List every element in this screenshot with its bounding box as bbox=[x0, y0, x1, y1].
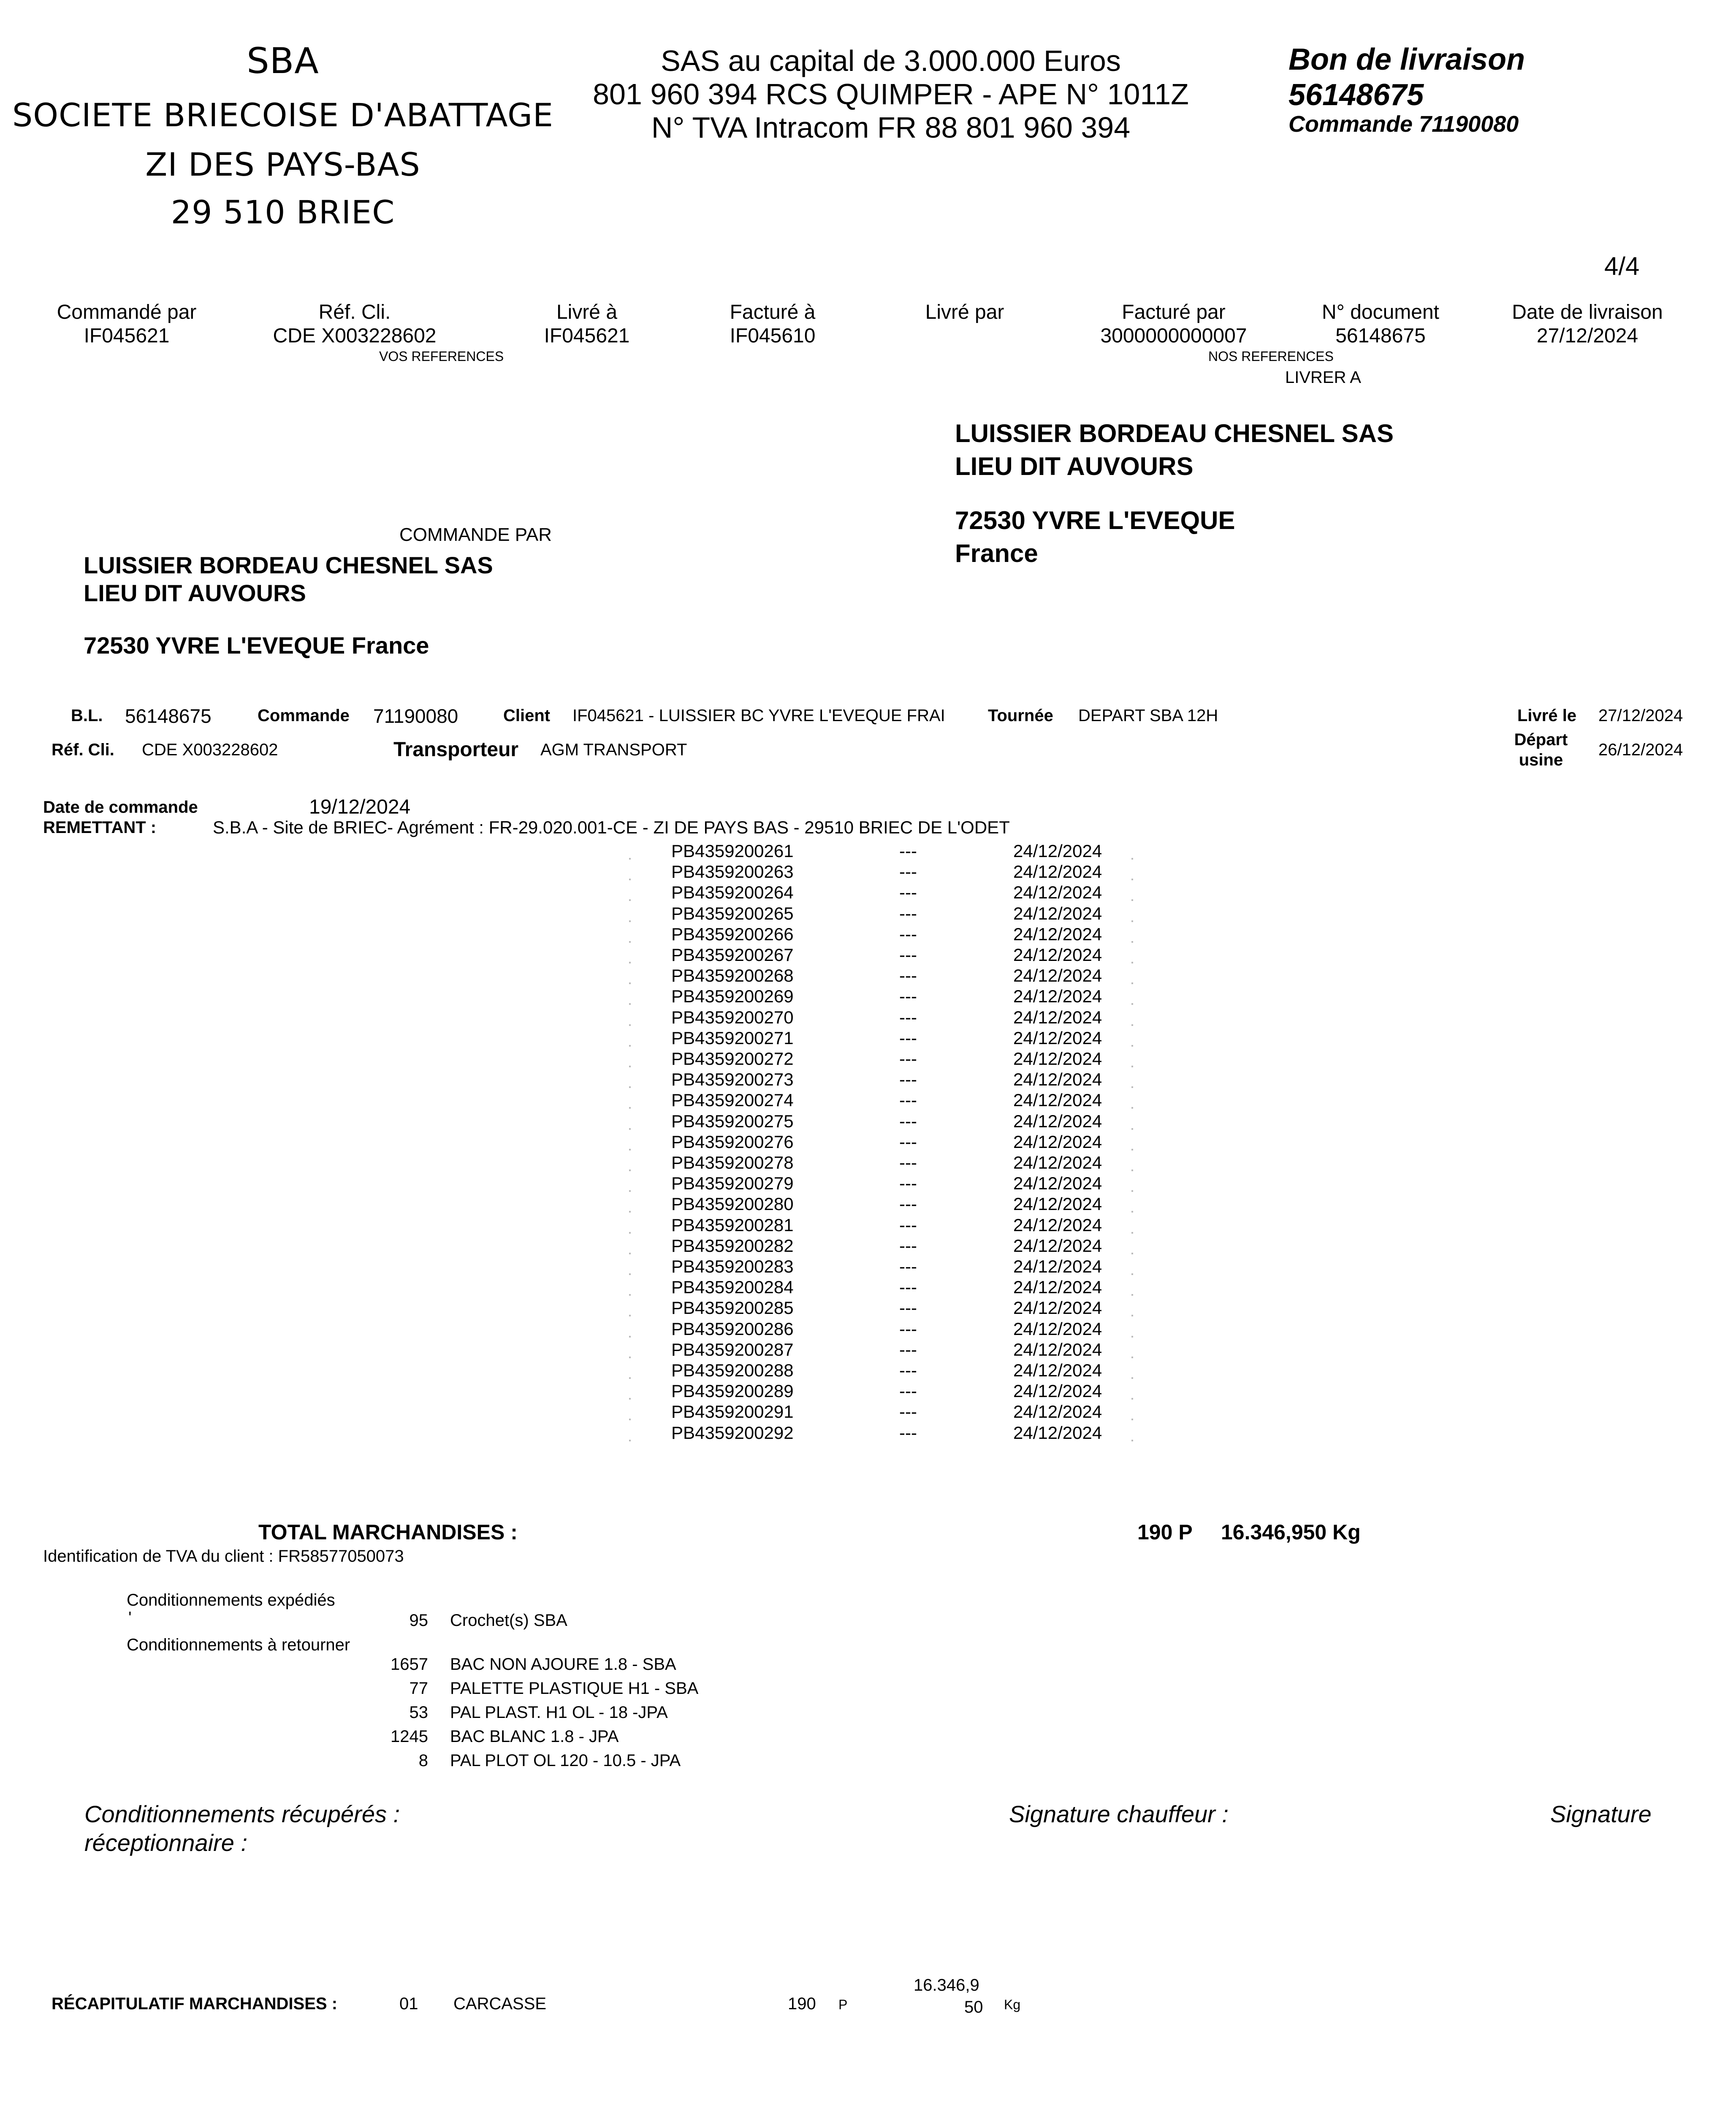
driver-signature-label: Signature chauffeur : bbox=[1009, 1801, 1229, 1827]
order-address-label: COMMANDE PAR bbox=[399, 524, 552, 545]
recap-weight-2: 50 bbox=[964, 1998, 983, 2016]
row-tick-mark bbox=[629, 1419, 631, 1420]
line-code: PB4359200265 bbox=[671, 903, 794, 923]
table-row bbox=[0, 1049, 1736, 1069]
line-dash: --- bbox=[899, 1422, 917, 1443]
line-code: PB4359200267 bbox=[671, 945, 794, 965]
line-dash: --- bbox=[899, 1111, 917, 1131]
row-tick-mark bbox=[1131, 1169, 1133, 1171]
ref-livre-a bbox=[486, 301, 688, 348]
return-item-name: PAL PLAST. H1 OL - 18 -JPA bbox=[450, 1703, 668, 1722]
line-code: PB4359200270 bbox=[671, 1007, 794, 1027]
delivery-address-line4: France bbox=[955, 539, 1038, 567]
date-commande-label: Date de commande bbox=[43, 798, 198, 817]
row-tick-mark bbox=[1131, 1336, 1133, 1338]
line-dash: --- bbox=[899, 1360, 917, 1380]
row-tick-mark bbox=[1131, 899, 1133, 901]
line-date: 24/12/2024 bbox=[1013, 1277, 1102, 1297]
remettant-value: S.B.A - Site de BRIEC- Agrément : FR-29.020.001-CE - ZI DE PAYS BAS - 29510 BRIEC DE L'ODET bbox=[213, 817, 1010, 837]
table-row bbox=[0, 1215, 1736, 1236]
ref-ref-cli bbox=[253, 301, 456, 348]
company-name: SOCIETE BRIECOISE D'ABATTAGE bbox=[12, 96, 554, 134]
line-date: 24/12/2024 bbox=[1013, 903, 1102, 923]
legal-capital: SAS au capital de 3.000.000 Euros bbox=[661, 44, 1121, 77]
line-date: 24/12/2024 bbox=[1013, 1360, 1102, 1380]
tournee-value: DEPART SBA 12H bbox=[1078, 706, 1218, 725]
return-item-qty: 8 bbox=[418, 1751, 428, 1770]
recap-weight-unit: Kg bbox=[1004, 1997, 1021, 2012]
ref-facture-par bbox=[1072, 301, 1275, 348]
table-row bbox=[0, 1381, 1736, 1402]
table-row bbox=[0, 1256, 1736, 1277]
table-row bbox=[0, 1236, 1736, 1256]
ref-ref-cli-label: Réf. Cli. bbox=[318, 301, 391, 323]
return-item-qty: 53 bbox=[409, 1703, 428, 1722]
row-tick-mark bbox=[1131, 1253, 1133, 1254]
line-code: PB4359200275 bbox=[671, 1111, 794, 1131]
depart-value: 26/12/2024 bbox=[1598, 741, 1683, 759]
row-tick-mark bbox=[1131, 1377, 1133, 1379]
return-item-name: PALETTE PLASTIQUE H1 - SBA bbox=[450, 1679, 699, 1698]
order-address-line2: LIEU DIT AUVOURS bbox=[84, 580, 306, 606]
row-tick-mark bbox=[629, 1086, 631, 1088]
depart-label-line1: Départ bbox=[1514, 730, 1568, 749]
ref-facture-a bbox=[671, 301, 874, 348]
row-tick-mark bbox=[629, 1003, 631, 1005]
line-date: 24/12/2024 bbox=[1013, 1215, 1102, 1235]
bl-value: 56148675 bbox=[125, 705, 212, 727]
line-code: PB4359200291 bbox=[671, 1402, 794, 1422]
table-row bbox=[0, 1360, 1736, 1381]
row-tick-mark bbox=[629, 1149, 631, 1150]
line-date: 24/12/2024 bbox=[1013, 1173, 1102, 1194]
line-code: PB4359200286 bbox=[671, 1319, 794, 1339]
depart-label-line2: usine bbox=[1519, 751, 1563, 769]
bl-label: B.L. bbox=[71, 706, 103, 725]
return-item-name: BAC NON AJOURE 1.8 - SBA bbox=[450, 1655, 676, 1674]
row-tick-mark bbox=[1131, 1273, 1133, 1275]
doc-number: 56148675 bbox=[1288, 78, 1424, 112]
row-tick-mark bbox=[629, 1232, 631, 1234]
line-date: 24/12/2024 bbox=[1013, 1298, 1102, 1318]
table-row bbox=[0, 1340, 1736, 1360]
table-row bbox=[0, 1423, 1736, 1444]
row-tick-mark bbox=[1131, 1294, 1133, 1296]
line-date: 24/12/2024 bbox=[1013, 1049, 1102, 1069]
line-code: PB4359200276 bbox=[671, 1131, 794, 1152]
table-row bbox=[0, 1111, 1736, 1132]
line-code: PB4359200274 bbox=[671, 1090, 794, 1110]
ref-date-livraison-label: Date de livraison bbox=[1512, 301, 1663, 323]
doc-commande: Commande 71190080 bbox=[1288, 111, 1519, 137]
client-value: IF045621 - LUISSIER BC YVRE L'EVEQUE FRAI bbox=[572, 706, 945, 725]
row-tick-mark bbox=[629, 1107, 631, 1109]
row-tick-mark bbox=[1131, 941, 1133, 943]
order-address-line1: LUISSIER BORDEAU CHESNEL SAS bbox=[84, 552, 493, 578]
legal-rcs: 801 960 394 RCS QUIMPER - APE N° 1011Z bbox=[593, 78, 1189, 111]
vos-references-label: VOS REFERENCES bbox=[379, 349, 504, 364]
line-code: PB4359200273 bbox=[671, 1069, 794, 1090]
return-item-name: PAL PLOT OL 120 - 10.5 - JPA bbox=[450, 1751, 681, 1770]
row-tick-mark bbox=[1131, 1045, 1133, 1047]
line-date: 24/12/2024 bbox=[1013, 862, 1102, 882]
table-row bbox=[0, 841, 1736, 862]
line-date: 24/12/2024 bbox=[1013, 841, 1102, 861]
line-dash: --- bbox=[899, 1090, 917, 1110]
line-code: PB4359200283 bbox=[671, 1256, 794, 1276]
table-row bbox=[0, 1028, 1736, 1049]
recovered-label-2: réceptionnaire : bbox=[84, 1829, 248, 1856]
signature-label: Signature bbox=[1550, 1801, 1652, 1827]
line-date: 24/12/2024 bbox=[1013, 1194, 1102, 1214]
transporteur-label: Transporteur bbox=[393, 738, 519, 761]
line-dash: --- bbox=[899, 1381, 917, 1401]
table-row bbox=[0, 945, 1736, 966]
line-dash: --- bbox=[899, 1319, 917, 1339]
table-row bbox=[0, 1402, 1736, 1422]
row-tick-mark bbox=[1131, 982, 1133, 984]
ref-date-livraison-value: 27/12/2024 bbox=[1536, 325, 1638, 347]
row-tick-mark bbox=[1131, 1232, 1133, 1234]
row-tick-mark bbox=[1131, 920, 1133, 922]
line-date: 24/12/2024 bbox=[1013, 1131, 1102, 1152]
delivery-address-line1: LUISSIER BORDEAU CHESNEL SAS bbox=[955, 419, 1394, 448]
order-address-line3: 72530 YVRE L'EVEQUE France bbox=[84, 632, 429, 659]
row-tick-mark bbox=[1131, 1024, 1133, 1026]
table-row bbox=[0, 1132, 1736, 1153]
line-code: PB4359200272 bbox=[671, 1049, 794, 1069]
line-date: 24/12/2024 bbox=[1013, 945, 1102, 965]
line-dash: --- bbox=[899, 1153, 917, 1172]
row-tick-mark bbox=[629, 879, 631, 880]
line-date: 24/12/2024 bbox=[1013, 1153, 1102, 1172]
row-tick-mark bbox=[629, 858, 631, 860]
line-date: 24/12/2024 bbox=[1013, 1422, 1102, 1443]
line-code: PB4359200282 bbox=[671, 1235, 794, 1256]
recap-qty: 190 bbox=[788, 1994, 816, 2013]
return-item-qty: 77 bbox=[409, 1679, 428, 1698]
ref-commande-par bbox=[25, 301, 228, 348]
row-tick-mark bbox=[1131, 1149, 1133, 1150]
line-dash: --- bbox=[899, 841, 917, 861]
line-dash: --- bbox=[899, 882, 917, 903]
line-code: PB4359200266 bbox=[671, 924, 794, 944]
line-code: PB4359200287 bbox=[671, 1339, 794, 1359]
table-row bbox=[0, 904, 1736, 924]
ref-facture-par-label: Facturé par bbox=[1122, 301, 1226, 323]
ref-livre-a-value: IF045621 bbox=[544, 325, 630, 347]
table-row bbox=[0, 1153, 1736, 1173]
line-dash: --- bbox=[899, 1173, 917, 1194]
remettant-label: REMETTANT : bbox=[43, 818, 157, 837]
table-row bbox=[0, 924, 1736, 945]
return-item-qty: 1245 bbox=[391, 1727, 428, 1746]
recap-weight-1: 16.346,9 bbox=[914, 1976, 979, 1994]
line-dash: --- bbox=[899, 1007, 917, 1027]
shipped-mark: ' bbox=[128, 1609, 132, 1627]
client-label: Client bbox=[503, 706, 551, 725]
ref-date-livraison bbox=[1486, 301, 1689, 348]
line-dash: --- bbox=[899, 1277, 917, 1297]
refcli-value: CDE X003228602 bbox=[142, 741, 278, 759]
line-code: PB4359200284 bbox=[671, 1277, 794, 1297]
transporteur-value: AGM TRANSPORT bbox=[540, 741, 687, 759]
ref-livre-par bbox=[863, 301, 1066, 324]
line-dash: --- bbox=[899, 903, 917, 923]
line-date: 24/12/2024 bbox=[1013, 924, 1102, 944]
row-tick-mark bbox=[629, 1273, 631, 1275]
table-row bbox=[0, 1090, 1736, 1111]
row-tick-mark bbox=[1131, 1190, 1133, 1192]
line-dash: --- bbox=[899, 966, 917, 986]
row-tick-mark bbox=[629, 941, 631, 943]
line-dash: --- bbox=[899, 1215, 917, 1235]
refcli-label: Réf. Cli. bbox=[52, 741, 114, 759]
row-tick-mark bbox=[629, 1377, 631, 1379]
recovered-label-1: Conditionnements récupérés : bbox=[84, 1801, 400, 1827]
ref-livre-par-label: Livré par bbox=[925, 301, 1004, 323]
total-label: TOTAL MARCHANDISES : bbox=[258, 1520, 518, 1544]
row-tick-mark bbox=[629, 962, 631, 963]
row-tick-mark bbox=[1131, 962, 1133, 963]
shipped-label: Conditionnements expédiés bbox=[127, 1591, 335, 1609]
line-dash: --- bbox=[899, 1298, 917, 1318]
line-dash: --- bbox=[899, 945, 917, 965]
table-row bbox=[0, 1173, 1736, 1194]
doc-title: Bon de livraison bbox=[1288, 43, 1525, 76]
row-tick-mark bbox=[1131, 1003, 1133, 1005]
line-date: 24/12/2024 bbox=[1013, 1090, 1102, 1110]
line-code: PB4359200279 bbox=[671, 1173, 794, 1194]
ref-n-document-value: 56148675 bbox=[1335, 325, 1426, 347]
tournee-label: Tournée bbox=[988, 706, 1053, 725]
line-code: PB4359200281 bbox=[671, 1215, 794, 1235]
commande-label: Commande bbox=[258, 706, 350, 725]
table-row bbox=[0, 986, 1736, 1007]
legal-tva: N° TVA Intracom FR 88 801 960 394 bbox=[651, 111, 1131, 144]
line-code: PB4359200261 bbox=[671, 841, 794, 861]
delivery-address-line3: 72530 YVRE L'EVEQUE bbox=[955, 506, 1235, 535]
line-date: 24/12/2024 bbox=[1013, 882, 1102, 903]
row-tick-mark bbox=[1131, 1419, 1133, 1420]
line-dash: --- bbox=[899, 1194, 917, 1214]
row-tick-mark bbox=[629, 1128, 631, 1130]
row-tick-mark bbox=[629, 1045, 631, 1047]
row-tick-mark bbox=[1131, 1211, 1133, 1213]
table-row bbox=[0, 1194, 1736, 1215]
row-tick-mark bbox=[629, 1066, 631, 1067]
table-row bbox=[0, 1298, 1736, 1319]
line-code: PB4359200288 bbox=[671, 1360, 794, 1380]
ref-ref-cli-value: CDE X003228602 bbox=[273, 325, 437, 347]
return-label: Conditionnements à retourner bbox=[127, 1636, 350, 1654]
depart-label bbox=[1503, 730, 1579, 770]
row-tick-mark bbox=[629, 899, 631, 901]
line-dash: --- bbox=[899, 1028, 917, 1048]
shipped-item-name: Crochet(s) SBA bbox=[450, 1611, 567, 1630]
livre-le-value: 27/12/2024 bbox=[1598, 706, 1683, 725]
line-code: PB4359200271 bbox=[671, 1028, 794, 1048]
table-row bbox=[0, 882, 1736, 903]
table-row bbox=[0, 1007, 1736, 1028]
row-tick-mark bbox=[629, 1315, 631, 1316]
line-date: 24/12/2024 bbox=[1013, 1028, 1102, 1048]
line-code: PB4359200289 bbox=[671, 1381, 794, 1401]
shipped-item-qty: 95 bbox=[409, 1611, 428, 1630]
return-item-name: BAC BLANC 1.8 - JPA bbox=[450, 1727, 619, 1746]
total-weight: 16.346,950 Kg bbox=[1221, 1520, 1361, 1544]
row-tick-mark bbox=[1131, 1086, 1133, 1088]
company-zone: ZI DES PAYS-BAS bbox=[145, 146, 420, 183]
date-commande-value: 19/12/2024 bbox=[309, 796, 411, 818]
table-row bbox=[0, 966, 1736, 986]
line-code: PB4359200280 bbox=[671, 1194, 794, 1214]
recap-code: 01 bbox=[399, 1994, 418, 2013]
recap-label: RÉCAPITULATIF MARCHANDISES : bbox=[52, 1994, 338, 2013]
line-code: PB4359200264 bbox=[671, 882, 794, 903]
line-date: 24/12/2024 bbox=[1013, 1111, 1102, 1131]
row-tick-mark bbox=[1131, 1315, 1133, 1316]
line-date: 24/12/2024 bbox=[1013, 1256, 1102, 1276]
row-tick-mark bbox=[629, 1190, 631, 1192]
row-tick-mark bbox=[629, 1294, 631, 1296]
row-tick-mark bbox=[1131, 858, 1133, 860]
line-date: 24/12/2024 bbox=[1013, 986, 1102, 1007]
line-date: 24/12/2024 bbox=[1013, 966, 1102, 986]
livrer-a-label: LIVRER A bbox=[1285, 368, 1362, 387]
ref-commande-par-value: IF045621 bbox=[84, 325, 170, 347]
line-dash: --- bbox=[899, 1069, 917, 1090]
line-dash: --- bbox=[899, 986, 917, 1007]
row-tick-mark bbox=[1131, 1107, 1133, 1109]
line-dash: --- bbox=[899, 1131, 917, 1152]
row-tick-mark bbox=[1131, 879, 1133, 880]
tva-client: Identification de TVA du client : FR58577050073 bbox=[43, 1547, 404, 1566]
line-dash: --- bbox=[899, 1256, 917, 1276]
row-tick-mark bbox=[1131, 1398, 1133, 1400]
line-dash: --- bbox=[899, 862, 917, 882]
delivery-address-line2: LIEU DIT AUVOURS bbox=[955, 452, 1194, 480]
line-date: 24/12/2024 bbox=[1013, 1235, 1102, 1256]
line-date: 24/12/2024 bbox=[1013, 1381, 1102, 1401]
line-date: 24/12/2024 bbox=[1013, 1069, 1102, 1090]
row-tick-mark bbox=[1131, 1440, 1133, 1441]
line-date: 24/12/2024 bbox=[1013, 1339, 1102, 1359]
line-date: 24/12/2024 bbox=[1013, 1007, 1102, 1027]
return-item-qty: 1657 bbox=[391, 1655, 428, 1674]
ref-livre-a-label: Livré à bbox=[556, 301, 618, 323]
row-tick-mark bbox=[629, 920, 631, 922]
livre-le-label: Livré le bbox=[1517, 706, 1577, 725]
table-row bbox=[0, 862, 1736, 882]
row-tick-mark bbox=[1131, 1357, 1133, 1358]
line-date: 24/12/2024 bbox=[1013, 1402, 1102, 1422]
line-dash: --- bbox=[899, 1339, 917, 1359]
ref-facture-a-value: IF045610 bbox=[730, 325, 816, 347]
row-tick-mark bbox=[629, 1169, 631, 1171]
line-code: PB4359200263 bbox=[671, 862, 794, 882]
row-tick-mark bbox=[629, 1398, 631, 1400]
line-dash: --- bbox=[899, 1235, 917, 1256]
company-short-name: SBA bbox=[247, 40, 319, 81]
line-dash: --- bbox=[899, 1402, 917, 1422]
line-date: 24/12/2024 bbox=[1013, 1319, 1102, 1339]
table-row bbox=[0, 1069, 1736, 1090]
recap-unit: P bbox=[838, 1997, 848, 2012]
ref-n-document-label: N° document bbox=[1322, 301, 1439, 323]
ref-n-document bbox=[1279, 301, 1482, 348]
ref-facture-par-value: 3000000000007 bbox=[1100, 325, 1247, 347]
row-tick-mark bbox=[629, 1357, 631, 1358]
line-dash: --- bbox=[899, 1049, 917, 1069]
line-code: PB4359200278 bbox=[671, 1153, 794, 1172]
page-number: 4/4 bbox=[1604, 252, 1640, 280]
row-tick-mark bbox=[629, 1211, 631, 1213]
line-code: PB4359200269 bbox=[671, 986, 794, 1007]
row-tick-mark bbox=[629, 982, 631, 984]
nos-references-label: NOS REFERENCES bbox=[1208, 349, 1334, 364]
total-pieces: 190 P bbox=[1137, 1520, 1193, 1544]
company-city: 29 510 BRIEC bbox=[171, 193, 395, 231]
recap-name: CARCASSE bbox=[453, 1994, 547, 2013]
line-code: PB4359200292 bbox=[671, 1422, 794, 1443]
line-dash: --- bbox=[899, 924, 917, 944]
line-code: PB4359200285 bbox=[671, 1298, 794, 1318]
commande-value: 71190080 bbox=[373, 705, 458, 727]
ref-facture-a-label: Facturé à bbox=[730, 301, 816, 323]
row-tick-mark bbox=[629, 1336, 631, 1338]
row-tick-mark bbox=[629, 1440, 631, 1441]
table-row bbox=[0, 1277, 1736, 1298]
row-tick-mark bbox=[1131, 1128, 1133, 1130]
row-tick-mark bbox=[629, 1253, 631, 1254]
row-tick-mark bbox=[1131, 1066, 1133, 1067]
line-code: PB4359200268 bbox=[671, 966, 794, 986]
row-tick-mark bbox=[629, 1024, 631, 1026]
table-row bbox=[0, 1319, 1736, 1340]
ref-commande-par-label: Commandé par bbox=[57, 301, 197, 323]
